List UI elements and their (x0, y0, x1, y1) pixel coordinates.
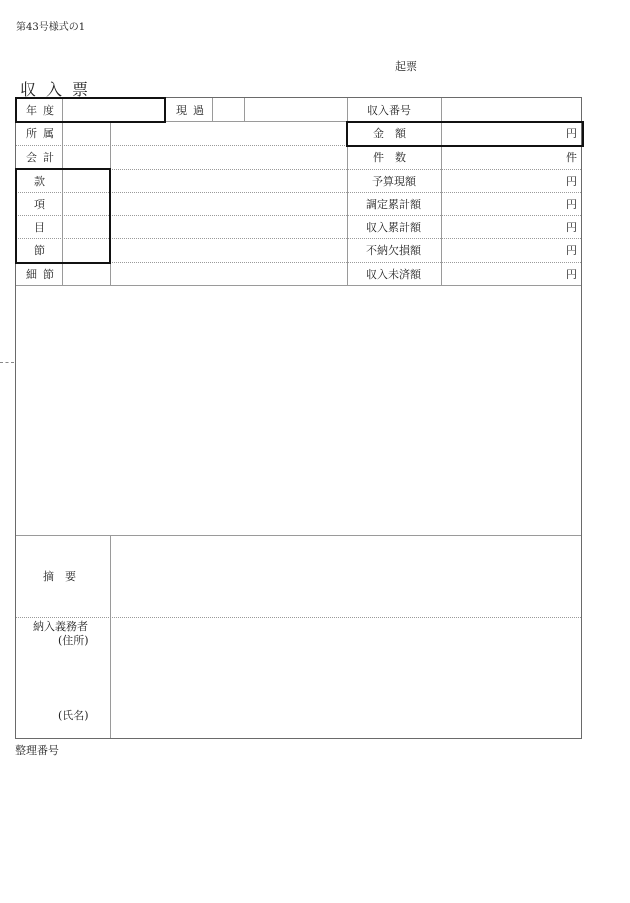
adjusted-total-unit: 円 (566, 198, 577, 211)
setsu-label: 節 (34, 244, 45, 257)
form-title: 収入票 (20, 80, 99, 99)
form-number: 第43号様式の1 (16, 22, 86, 33)
year-label: 年度 (26, 104, 60, 117)
summary-top-rule (16, 535, 581, 536)
received-total-label: 収入累計額 (366, 221, 421, 234)
kan-setsu-box (15, 168, 111, 264)
column-divider (244, 98, 245, 121)
account-label: 会計 (26, 151, 60, 164)
name-label: (氏名) (58, 709, 89, 722)
origin-label: 起票 (395, 60, 417, 73)
adjusted-total-label: 調定累計額 (366, 198, 421, 211)
count-unit: 件 (566, 151, 577, 164)
department-label: 所属 (26, 127, 60, 140)
fiscal-type-label: 現過 (176, 104, 210, 117)
cut-mark (0, 362, 14, 363)
payer-label: 納入義務者 (33, 620, 88, 633)
kan-label: 款 (34, 175, 45, 188)
reference-number-label: 整理番号 (15, 744, 59, 757)
receipt-form-frame (15, 97, 582, 739)
amount-unit: 円 (566, 127, 577, 140)
amount-label: 金 額 (373, 127, 406, 140)
payer-top-rule (16, 617, 581, 618)
budget-label: 予算現額 (372, 175, 416, 188)
saisetsu-label: 細節 (26, 268, 60, 281)
outstanding-label: 収入未済額 (366, 268, 421, 281)
loss-label: 不納欠損額 (366, 244, 421, 257)
outstanding-unit: 円 (566, 268, 577, 281)
address-label: (住所) (58, 634, 89, 647)
received-total-unit: 円 (566, 221, 577, 234)
moku-label: 目 (34, 221, 45, 234)
budget-unit: 円 (566, 175, 577, 188)
summary-label: 摘 要 (43, 570, 76, 583)
kou-label: 項 (34, 198, 45, 211)
count-label: 件 数 (373, 151, 406, 164)
loss-unit: 円 (566, 244, 577, 257)
column-divider (110, 535, 111, 738)
column-divider (212, 98, 213, 121)
header-bottom-rule (16, 285, 581, 286)
receipt-number-label: 収入番号 (367, 104, 411, 117)
